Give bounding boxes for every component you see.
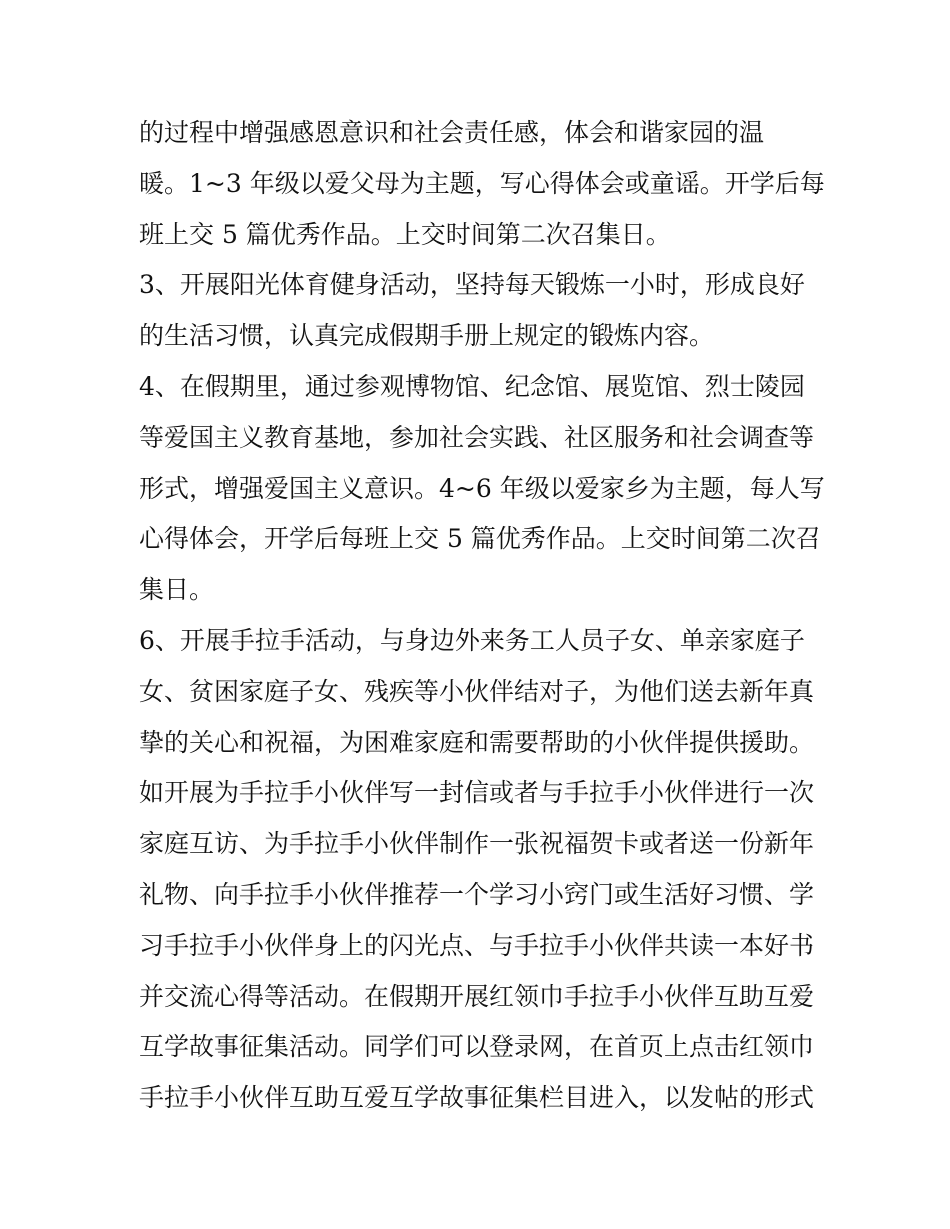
- text-line: 班上交 5 篇优秀作品。上交时间第二次召集日。: [139, 219, 671, 249]
- text-line: 形式，增强爱国主义意识。4~6 年级以爱家乡为主题，每人写: [139, 473, 825, 503]
- text-line: 的生活习惯，认真完成假期手册上规定的锻炼内容。: [139, 321, 715, 351]
- text-line: 习手拉手小伙伴身上的闪光点、与手拉手小伙伴共读一本好书: [139, 930, 815, 960]
- text-line: 礼物、向手拉手小伙伴推荐一个学习小窍门或生活好习惯、学: [139, 879, 815, 909]
- text-line: 挚的关心和祝福，为困难家庭和需要帮助的小伙伴提供援助。: [139, 727, 815, 757]
- text-line: 暖。1~3 年级以爱父母为主题，写心得体会或童谣。开学后每: [139, 168, 825, 198]
- text-line: 6、开展手拉手活动，与身边外来务工人员子女、单亲家庭子: [139, 625, 805, 655]
- text-line: 家庭互访、为手拉手小伙伴制作一张祝福贺卡或者送一份新年: [139, 829, 815, 859]
- document-body: [139, 108, 825, 1124]
- text-line: 如开展为手拉手小伙伴写一封信或者与手拉手小伙伴进行一次: [139, 778, 815, 808]
- text-line: 的过程中增强感恩意识和社会责任感，体会和谐家园的温: [139, 118, 765, 147]
- text-line: 集日。: [139, 575, 215, 605]
- text-line: 互学故事征集活动。同学们可以登录网，在首页上点击红领巾: [139, 1032, 815, 1062]
- text-line: 手拉手小伙伴互助互爱互学故事征集栏目进入，以发帖的形式: [139, 1083, 815, 1113]
- text-line: 4、在假期里，通过参观博物馆、纪念馆、展览馆、烈士陵园: [139, 371, 805, 401]
- text-line: 心得体会，开学后每班上交 5 篇优秀作品。上交时间第二次召: [139, 524, 821, 554]
- text-line: 3、开展阳光体育健身活动，坚持每天锻炼一小时，形成良好: [139, 270, 805, 300]
- text-line: 并交流心得等活动。在假期开展红领巾手拉手小伙伴互助互爱: [139, 981, 815, 1011]
- text-line: 等爱国主义教育基地，参加社会实践、社区服务和社会调查等: [139, 422, 815, 452]
- text-line: 女、贫困家庭子女、残疾等小伙伴结对子，为他们送去新年真: [139, 676, 815, 706]
